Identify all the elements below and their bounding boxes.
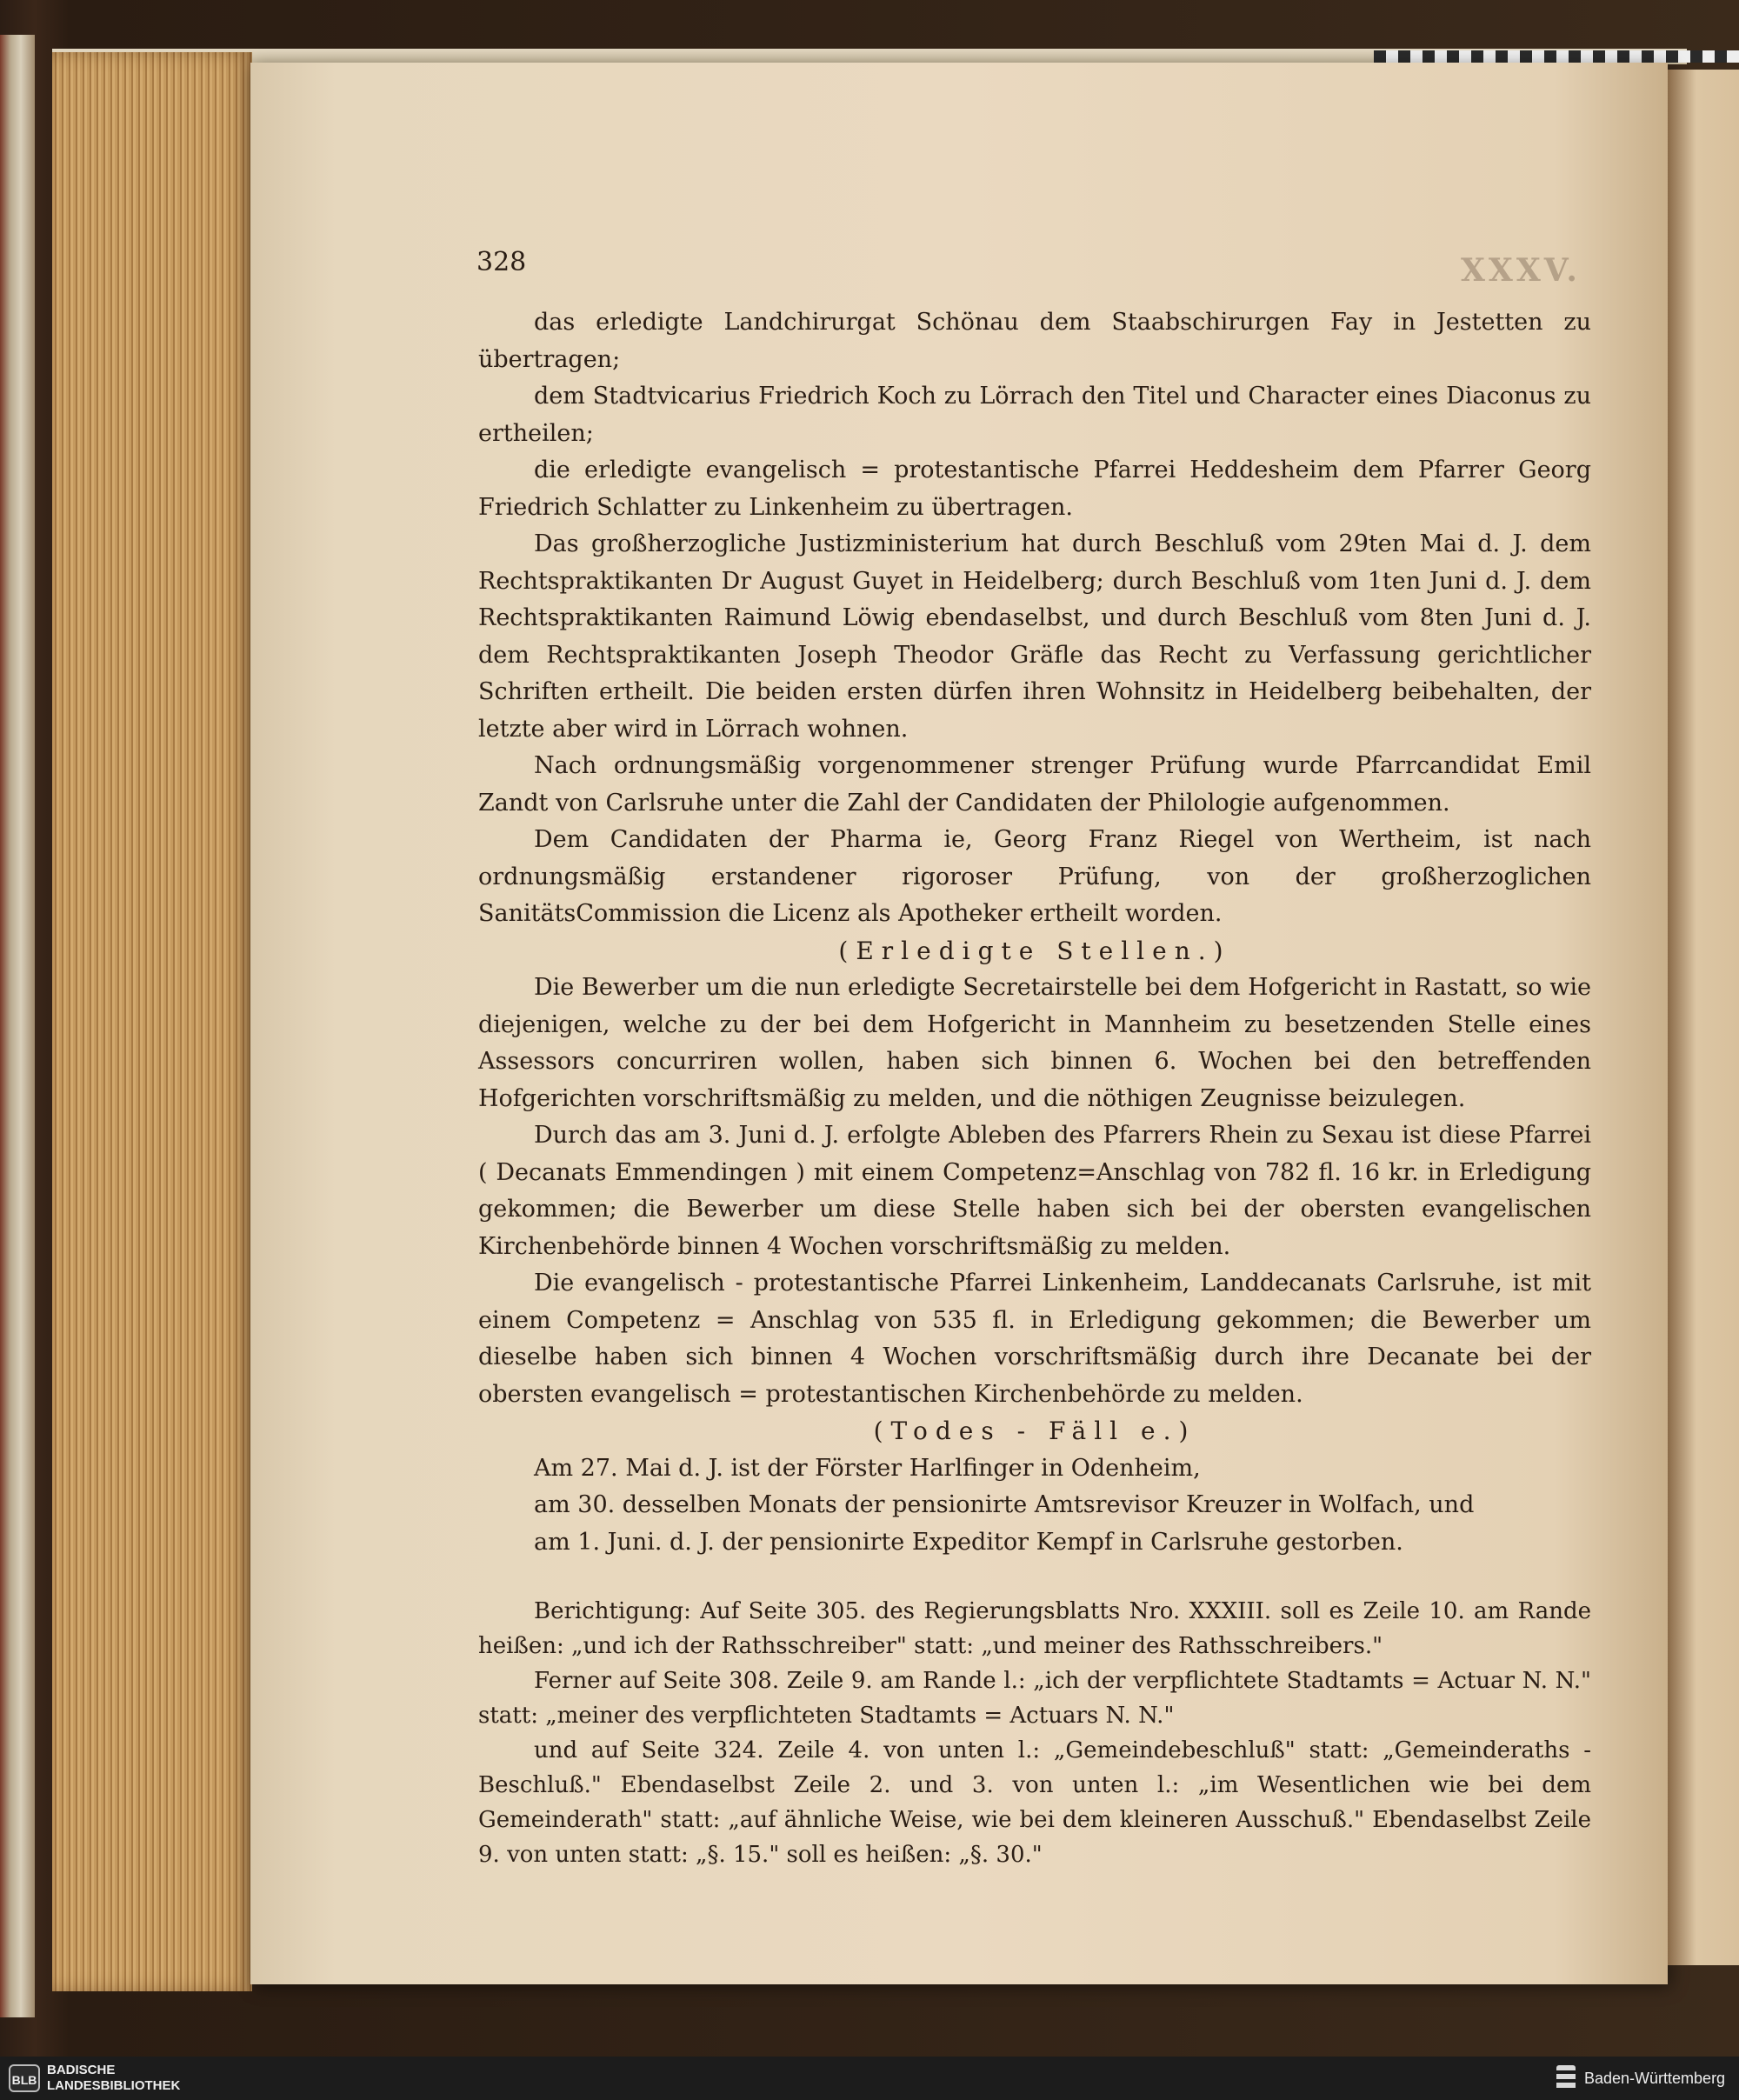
corrections — [478, 1594, 1591, 1872]
paragraph-5: Nach ordnungsmäßig vorgenommener strenger Prüfung wurde Pfarrcandidat Emil Zandt von Carlsruhe unter die Zahl der Candidaten der Philologie aufgenommen. — [478, 752, 1591, 817]
death-notice-2: am 30. desselben Monats der pensionirte Amtsrevisor Kreuzer in Wolfach, und — [534, 1491, 1475, 1518]
scan-ruler — [1374, 50, 1739, 63]
viewer-footer — [0, 2057, 1739, 2100]
paragraph-8: Durch das am 3. Juni d. J. erfolgte Ableben des Pfarrers Rhein zu Sexau ist diese Pfarrei ( Decanats Emmendingen ) mit einem Competenz=Anschlag von 782 fl. 16 kr. in Erledigung gekommen; die Bewerber um diese Stelle haben sich bei der obersten evangelischen Kirchenbehörde binnen 4 Wochen vorschriftsmäßig zu melden. — [478, 1122, 1591, 1260]
book-page-block — [52, 52, 252, 1991]
correction-2: Ferner auf Seite 308. Zeile 9. am Rande l.: „ich der verpflichtete Stadtamts = Actuar N. N." statt: „meiner des verpflichteten Stadtamts = Actuars N. N." — [478, 1668, 1591, 1729]
baden-wuerttemberg-emblem-icon — [1556, 2065, 1576, 2091]
library-name-line2: LANDESBIBLIOTHEK — [47, 2078, 181, 2093]
library-name[interactable] — [47, 2063, 180, 2094]
page-body — [478, 304, 1591, 1872]
page-number: 328 — [476, 247, 527, 277]
paragraph-3: die erledigte evangelisch = protestantische Pfarrei Heddesheim dem Pfarrer Georg Friedrich Schlatter zu Linkenheim zu übertragen. — [478, 457, 1591, 521]
paragraph-7: Die Bewerber um die nun erledigte Secretairstelle bei dem Hofgericht in Rastatt, so wie diejenigen, welche zu der bei dem Hofgericht in Mannheim zu besetzenden Stelle eines Assessors concurriren wollen, haben sich binnen 6. Wochen bei den betreffenden Hofgerichten vorschriftsmäßig zu melden, und die nöthigen Zeugnisse beizulegen. — [478, 974, 1591, 1112]
death-notice-1: Am 27. Mai d. J. ist der Förster Harlfinger in Odenheim, — [534, 1454, 1201, 1482]
paragraph-6: Dem Candidaten der Pharma ie, Georg Franz Riegel von Wertheim, ist nach ordnungsmäßig erstandener rigoroser Prüfung, von der großherzoglichen SanitätsCommission die Licenz als Apotheker ertheilt worden. — [478, 826, 1591, 927]
paragraph-9: Die evangelisch - protestantische Pfarrei Linkenheim, Landdecanats Carlsruhe, ist mit einem Competenz = Anschlag von 535 fl. in Erledigung gekommen; die Bewerber um dieselbe haben sich binnen 4 Wochen vorschriftsmäßig durch ihre Decanate bei der obersten evangelisch = protestantischen Kirchenbehörde zu melden. — [478, 1270, 1591, 1408]
book-cover-edge — [0, 35, 35, 2017]
next-page-header: XXXV. — [1461, 252, 1581, 289]
baden-wuerttemberg-label[interactable]: Baden-Württemberg — [1584, 2070, 1726, 2087]
blb-logo[interactable]: BLB — [9, 2064, 40, 2092]
death-notice-3: am 1. Juni. d. J. der pensionirte Expeditor Kempf in Carlsruhe gestorben. — [534, 1528, 1403, 1556]
paragraph-1: das erledigte Landchirurgat Schönau dem Staabschirurgen Fay in Jestetten zu übertragen; — [478, 309, 1591, 373]
paragraph-2: dem Stadtvicarius Friedrich Koch zu Lörrach den Titel und Character eines Diaconus zu ertheilen; — [478, 383, 1591, 447]
correction-3: und auf Seite 324. Zeile 4. von unten l.: „Gemeindebeschluß" statt: „Gemeinderaths - Beschluß." Ebendaselbst Zeile 2. und 3. von unten l.: „im Wesentlichen wie bei dem Gemeinderath" statt: „auf ähnliche Weise, wie bei dem kleineren Ausschuß." Ebendaselbst Zeile 9. von unten statt: „§. 15." soll es heißen: „§. 30." — [478, 1737, 1591, 1868]
library-name-line1: BADISCHE — [47, 2063, 116, 2077]
correction-1: Berichtigung: Auf Seite 305. des Regierungsblatts Nro. XXXIII. soll es Zeile 10. am Rande heißen: „und ich der Rathsschreiber" statt: „und meiner des Rathsschreibers." — [478, 1598, 1591, 1659]
next-page-edge — [1668, 70, 1739, 1965]
paragraph-4: Das großherzogliche Justizministerium hat durch Beschluß vom 29ten Mai d. J. dem Rechtspraktikanten Dr August Guyet in Heidelberg; durch Beschluß vom 1ten Juni d. J. dem Rechtspraktikanten Raimund Löwig ebendaselbst, und durch Beschluß vom 8ten Juni d. J. dem Rechtspraktikanten Joseph Theodor Gräfle das Recht zu Verfassung gerichtlicher Schriften ertheilt. Die beiden ersten dürfen ihren Wohnsitz in Heidelberg beibehalten, der letzte aber wird in Lörrach wohnen. — [478, 530, 1591, 743]
heading-deaths: (Todes - Fäll e.) — [873, 1417, 1196, 1445]
heading-vacancies: (Erledigte Stellen.) — [838, 936, 1231, 965]
